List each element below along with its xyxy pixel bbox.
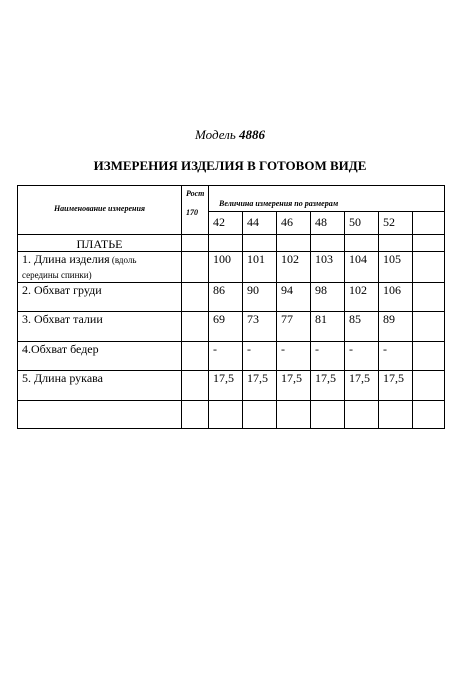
value-cell: 17,5 <box>243 371 277 401</box>
measure-name <box>18 401 182 429</box>
section-label-cell <box>18 235 182 252</box>
value-cell: 85 <box>345 312 379 342</box>
value-cell: 81 <box>311 312 345 342</box>
rost-cell <box>182 283 209 312</box>
rost-value: 170 <box>186 208 198 217</box>
value-cell <box>413 342 445 371</box>
value-cell <box>379 401 413 429</box>
size-cell: 46 <box>277 212 311 235</box>
model-label: Модель <box>195 127 236 142</box>
value-cell: 98 <box>311 283 345 312</box>
table-row <box>18 312 445 342</box>
size-cell: 42 <box>209 212 243 235</box>
value-cell <box>413 312 445 342</box>
section-label: ПЛАТЬЕ <box>76 237 123 251</box>
value-cell <box>209 401 243 429</box>
rost-header <box>182 186 209 235</box>
model-line <box>0 127 460 143</box>
rost-cell <box>182 252 209 283</box>
table-row <box>18 401 445 429</box>
value-cell: - <box>345 342 379 371</box>
value-cell: 103 <box>311 252 345 283</box>
value-cell: 17,5 <box>209 371 243 401</box>
value-cell: 86 <box>209 283 243 312</box>
size-cell: 44 <box>243 212 277 235</box>
size-cell <box>413 212 445 235</box>
value-cell <box>345 401 379 429</box>
table-row <box>18 283 445 312</box>
size-cell: 48 <box>311 212 345 235</box>
value-cell: 90 <box>243 283 277 312</box>
value-cell <box>413 283 445 312</box>
value-cell: 102 <box>277 252 311 283</box>
measure-name: 1. Длина изделия (вдоль середины спинки) <box>18 252 182 283</box>
value-cell: 102 <box>345 283 379 312</box>
table-row <box>18 252 445 283</box>
value-cell: 17,5 <box>311 371 345 401</box>
rost-cell <box>182 401 209 429</box>
value-cell <box>277 401 311 429</box>
table-row <box>18 371 445 401</box>
value-cell: 104 <box>345 252 379 283</box>
value-cell: 17,5 <box>277 371 311 401</box>
header-row <box>18 186 445 212</box>
value-cell: - <box>379 342 413 371</box>
size-cell: 52 <box>379 212 413 235</box>
value-cell: 17,5 <box>345 371 379 401</box>
table-row <box>18 342 445 371</box>
name-column-header: Наименование измерения <box>18 186 182 235</box>
model-number: 4886 <box>239 127 265 142</box>
value-cell <box>243 401 277 429</box>
rost-cell <box>182 371 209 401</box>
measure-name: 2. Обхват груди <box>18 283 182 312</box>
value-cell: 77 <box>277 312 311 342</box>
value-cell: 89 <box>379 312 413 342</box>
rost-cell <box>182 342 209 371</box>
value-cell: 105 <box>379 252 413 283</box>
rost-label: Рост <box>186 189 205 198</box>
measurements-table <box>17 185 445 429</box>
value-cell: 94 <box>277 283 311 312</box>
measure-name: 3. Обхват талии <box>18 312 182 342</box>
value-cell: 101 <box>243 252 277 283</box>
value-cell: - <box>277 342 311 371</box>
value-cell <box>413 401 445 429</box>
value-cell: 106 <box>379 283 413 312</box>
measure-name: 5. Длина рукава <box>18 371 182 401</box>
value-cell <box>311 401 345 429</box>
value-cell: 17,5 <box>379 371 413 401</box>
size-group-header: Величина измерения по размерам <box>209 186 445 212</box>
value-cell: 73 <box>243 312 277 342</box>
value-cell: - <box>209 342 243 371</box>
value-cell: - <box>311 342 345 371</box>
size-cell: 50 <box>345 212 379 235</box>
value-cell: - <box>243 342 277 371</box>
section-row <box>18 235 445 252</box>
measure-name: 4.Обхват бедер <box>18 342 182 371</box>
value-cell <box>413 371 445 401</box>
value-cell: 100 <box>209 252 243 283</box>
page-title: ИЗМЕРЕНИЯ ИЗДЕЛИЯ В ГОТОВОМ ВИДЕ <box>93 158 367 173</box>
rost-cell <box>182 312 209 342</box>
value-cell: 69 <box>209 312 243 342</box>
value-cell <box>413 252 445 283</box>
